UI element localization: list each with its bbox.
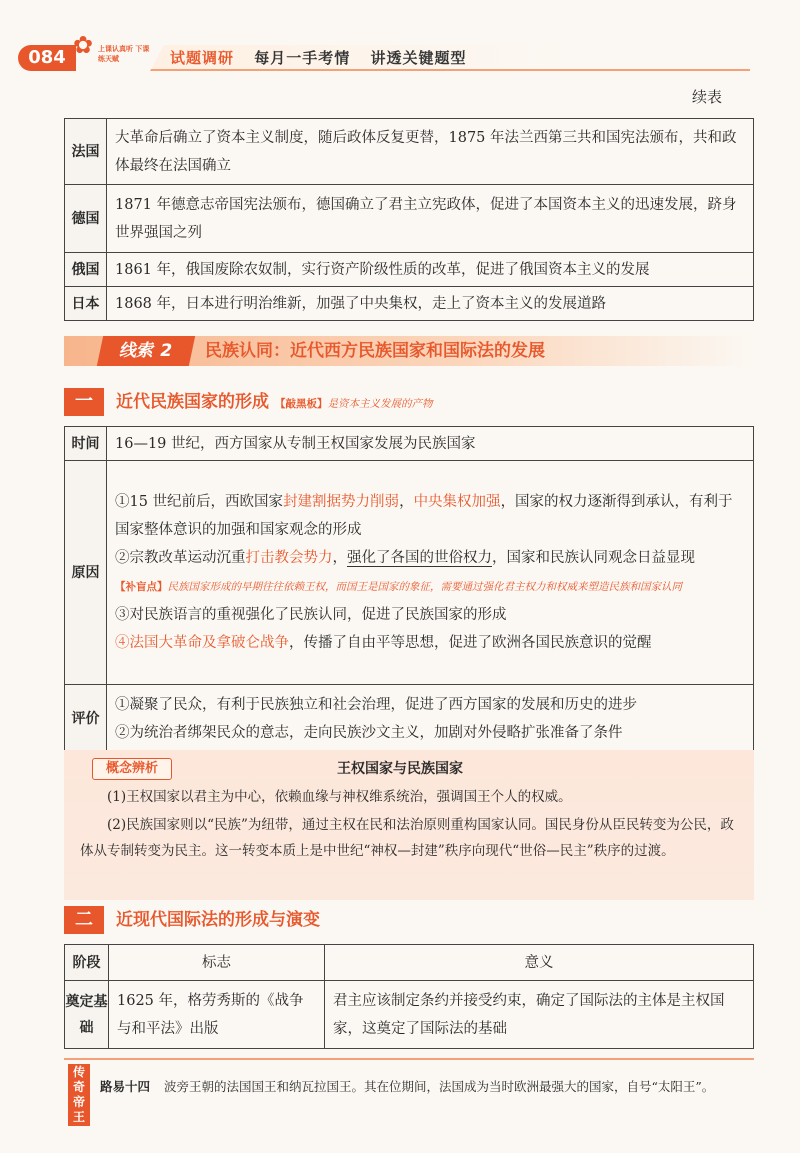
table-row (65, 287, 754, 321)
cause-cell (107, 461, 754, 685)
footer-body: 波旁王朝的法国国王和纳瓦拉国王。其在位期间，法国成为当时欧洲最强大的国家，自号“太阳王”。 (164, 1079, 715, 1094)
table-row (65, 253, 754, 287)
table-row (65, 685, 754, 753)
clue-title: 民族认同：近代西方民族国家和国际法的发展 (205, 341, 545, 361)
row-text: 1871 年德意志帝国宪法颁布，德国确立了君主立宪政体，促进了本国资本主义的迅速发展，跻身世界强国之列 (107, 185, 754, 253)
row-text: 1868 年，日本进行明治维新，加强了中央集权，走上了资本主义的发展道路 (107, 287, 754, 321)
table-header-row (65, 945, 754, 981)
note-tag: 【敲黑板】 (275, 398, 328, 410)
header-tagline-1: 每月一手考情 (254, 49, 351, 67)
international-law-table (64, 944, 754, 1049)
column-header: 意义 (325, 945, 754, 981)
cause-2-note: 民族国家形成的早期往往依赖王权，而国王是国家的象征，需要通过强化君主权力和权威来塑造民族和国家认同 (167, 581, 682, 593)
nation-state-table (64, 426, 754, 753)
table-row (65, 427, 754, 461)
column-header: 阶段 (65, 945, 109, 981)
country-table (64, 118, 754, 321)
row-label-eval: 评价 (65, 685, 107, 753)
flower-icon: ✿ (72, 31, 94, 59)
table-row (65, 185, 754, 253)
time-text: 16—19 世纪，西方国家从专制王权国家发展为民族国家 (107, 427, 754, 461)
footer-tag: 传奇帝王 (68, 1064, 90, 1126)
row-label-time: 时间 (65, 427, 107, 461)
row-label-cause: 原因 (65, 461, 107, 685)
row-label: 法国 (65, 119, 107, 185)
row-text: 大革命后确立了资本主义制度，随后政体反复更替，1875 年法兰西第三共和国宪法颁布，共和政体最终在法国确立 (107, 119, 754, 185)
eval-cell (107, 685, 754, 753)
row-label: 俄国 (65, 253, 107, 287)
cause-1: ①15 世纪前后，西欧国家封建割据势力削弱，中央集权加强，国家的权力逐渐得到承认，有利于国家整体意识的加强和国家观念的形成 (115, 494, 733, 538)
page-number: 084 (18, 45, 76, 71)
section-title-text: 近代民族国家的形成 (116, 392, 269, 412)
cause-4: ④法国大革命及拿破仑战争，传播了自由平等思想，促进了欧洲各国民族意识的觉醒 (115, 635, 652, 651)
continued-label: 续表 (691, 88, 722, 106)
row-label: 德国 (65, 185, 107, 253)
eval-1: ①凝聚了民众，有利于民族独立和社会治理，促进了西方国家的发展和历史的进步 (115, 696, 637, 713)
stage-cell: 奠定基础 (65, 981, 109, 1049)
concept-paragraph-1: (1)王权国家以君主为中心，依赖血缘与神权维系统治，强调国王个人的权威。 (107, 789, 572, 805)
table-row (65, 461, 754, 685)
column-header: 标志 (109, 945, 325, 981)
clue-tag: 线索 2 (97, 336, 195, 366)
section-title (116, 389, 433, 417)
header-slogan: 上课认真听 下课练天赋 (98, 45, 150, 63)
footer-divider (64, 1058, 754, 1060)
cause-2: ②宗教改革运动沉重打击教会势力，强化了各国的世俗权力，国家和民族认同观念日益显现【补盲点】民族国家形成的早期往往依赖王权，而国王是国家的象征，需要通过强化君主权力和权威来塑造民族和国家认同 (115, 550, 695, 593)
header-title (170, 48, 481, 68)
table-row (65, 119, 754, 185)
meaning-cell: 君主应该制定条约并接受约束，确定了国际法的主体是主权国家，这奠定了国际法的基础 (325, 981, 754, 1049)
concept-tag: 概念辨析 (92, 758, 172, 780)
footer-text (100, 1076, 750, 1098)
concept-title: 王权国家与民族国家 (337, 761, 463, 777)
footer-name: 路易十四 (100, 1079, 151, 1094)
cause-3: ③对民族语言的重视强化了民族认同，促进了民族国家的形成 (115, 607, 507, 623)
row-label: 日本 (65, 287, 107, 321)
eval-2: ②为统治者绑架民众的意志，走向民族沙文主义，加剧对外侵略扩张准备了条件 (115, 724, 623, 741)
section-title: 近现代国际法的形成与演变 (116, 910, 320, 930)
note-tag: 【补盲点】 (115, 581, 168, 593)
mark-cell: 1625 年，格劳秀斯的《战争与和平法》出版 (109, 981, 325, 1049)
header-tagline-2: 讲透关键题型 (370, 49, 467, 67)
section-number: 一 (64, 388, 104, 416)
concept-paragraph-2: (2)民族国家则以“民族”为纽带，通过主权在民和法治原则重构国家认同。国民身份从臣民转变为公民，政体从专制转变为民主。这一转变本质上是中世纪“神权—封建”秩序向现代“世俗—民主”秩序的过渡。 (80, 817, 734, 859)
table-row (65, 981, 754, 1049)
header-section: 试题调研 (170, 49, 235, 67)
section-note: 是资本主义发展的产物 (327, 398, 433, 410)
row-text: 1861 年，俄国废除农奴制，实行资产阶级性质的改革，促进了俄国资本主义的发展 (107, 253, 754, 287)
section-number: 二 (64, 906, 104, 934)
